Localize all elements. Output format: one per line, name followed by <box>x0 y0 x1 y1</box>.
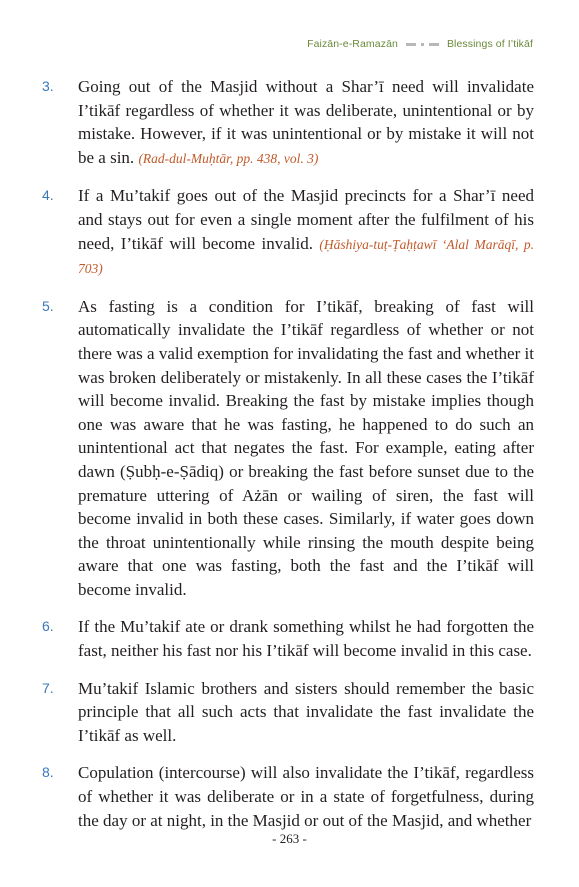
item-body: Going out of the Masjid without a Shar’ī need will invalidate I’tikāf regardless of whether it was deliberate, unintentional or by mistake. However, if it was unintentional or by mistake it will not be a sin. <box>78 77 534 167</box>
list-item <box>42 75 534 170</box>
item-number: 4. <box>42 187 54 204</box>
item-body: Copulation (intercourse) will also invalidate the I’tikāf, regardless of whether it was deliberate or in a state of forgetfulness, during the day or at night, in the Masjid or out of the Masjid, and whether <box>78 763 534 830</box>
page-number: - 263 - <box>272 831 307 846</box>
item-text <box>78 184 534 280</box>
item-number: 6. <box>42 618 54 635</box>
item-text <box>78 75 534 170</box>
item-number: 8. <box>42 764 54 781</box>
list-item <box>42 761 534 832</box>
item-number: 3. <box>42 78 54 94</box>
item-body: If a Mu’takif goes out of the Masjid precincts for a Shar’ī need and stays out for even a single moment after the fulfilment of his need, I’tikāf will become invalid. <box>78 186 534 253</box>
item-text <box>78 615 534 662</box>
item-text <box>78 761 534 832</box>
list-item <box>42 615 534 662</box>
item-reference: (Rad-dul-Muḥtār, pp. 438, vol. 3) <box>138 150 319 166</box>
list-item <box>42 184 534 280</box>
item-reference: (Ḥāshiya-tuṭ-Ṭaḥṭawī ‘Alal Marāqī, p. 703) <box>78 236 534 277</box>
item-text <box>78 295 534 602</box>
header-separator <box>406 43 439 46</box>
header-chapter-title: Blessings of I’tikāf <box>446 38 533 50</box>
item-body: As fasting is a condition for I’tikāf, breaking of fast will automatically invalidate the I’tikāf regardless of whether or not there was a valid exemption for invalidating the fast and whether it was broken deliberately or mistakenly. In all these cases the I’tikāf will become invalid. Breaking the fast by mistake implies though one was aware that he was fasting, he happened to do such an unintentional act that negates the fast. For example, eating after dawn (Ṣubḥ-e-Ṣādiq) or breaking the fast before sunset due to the premature uttering of Ażān or wailing of siren, the fast will become invalid in both these cases. Similarly, if water goes down the throat unintentionally while rinsing the mouth despite being aware that one was fasting, both the fast and the I’tikāf will become invalid. <box>78 296 534 599</box>
item-body: If the Mu’takif ate or drank something whilst he had forgotten the fast, neither his fast nor his I’tikāf will become invalid in this case. <box>78 617 534 661</box>
item-number: 5. <box>42 297 54 314</box>
list-item <box>42 295 534 602</box>
item-number: 7. <box>42 679 54 696</box>
page-body <box>42 75 534 846</box>
item-text <box>78 677 534 748</box>
item-body: Mu’takif Islamic brothers and sisters should remember the basic principle that all such acts that invalidate the fast invalidate the I’tikāf as well. <box>78 678 534 745</box>
list-item <box>42 677 534 748</box>
header-book-title: Faizān-e-Ramazān <box>307 38 398 50</box>
running-header <box>307 38 533 50</box>
